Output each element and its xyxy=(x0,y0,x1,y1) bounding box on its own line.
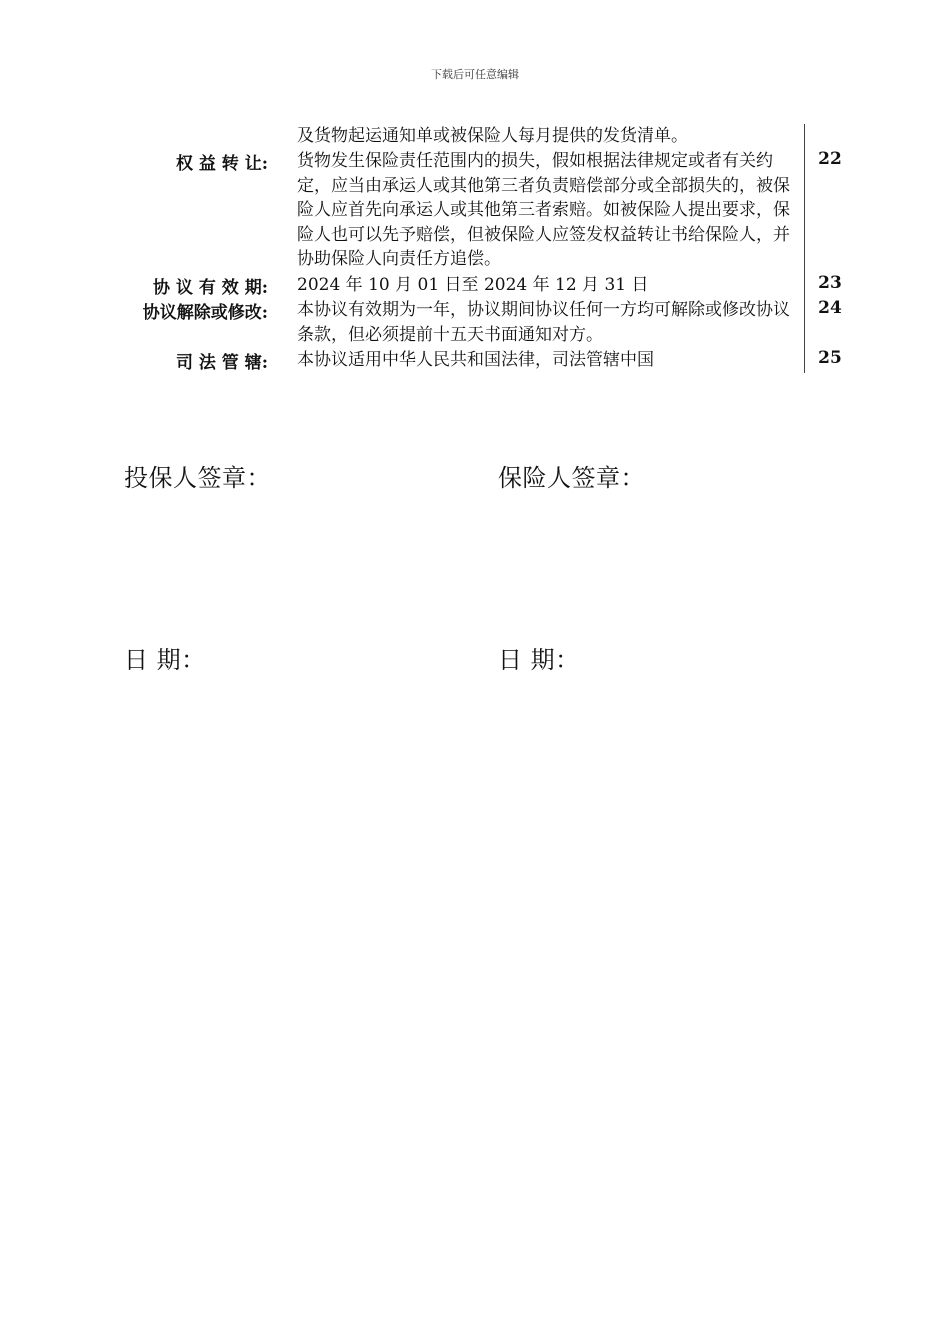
insurer-date-label: 日 期： xyxy=(498,646,580,674)
clause-text: 货物发生保险责任范围内的损失，假如根据法律规定或者有关约定，应当由承运人或其他第三者负责赔偿部分或全部损失的，被保险人应首先向承运人或其他第三者索赔。如被保险人提出要求，保险人也可以先予赔偿，但被保险人应签发权益转让书给保险人，并协助保险人向责任方追偿。 xyxy=(297,151,790,269)
clause-text: 本协议有效期为一年，协议期间协议任何一方均可解除或修改协议条款，但必须提前十五天书面通知对方。 xyxy=(297,300,790,345)
clause-label: 协议解除或修改: xyxy=(142,303,268,323)
column-divider xyxy=(804,124,805,373)
clause-text: 2024 年 10 月 01 日至 2024 年 12 月 31 日 xyxy=(297,275,649,295)
clause-number: 23 xyxy=(818,273,842,293)
clause-number: 25 xyxy=(818,348,842,368)
clause-label: 权 益 转 让: xyxy=(175,154,268,174)
applicant-seal-label: 投保人签章： xyxy=(124,464,271,492)
clause-text: 本协议适用中华人民共和国法律，司法管辖中国 xyxy=(297,350,654,370)
applicant-date-label: 日 期： xyxy=(124,646,206,674)
clause-number: 22 xyxy=(818,149,842,169)
clause-text: 及货物起运通知单或被保险人每月提供的发货清单。 xyxy=(297,126,688,146)
insurer-seal-label: 保险人签章： xyxy=(498,464,645,492)
page-header-note: 下载后可任意编辑 xyxy=(431,68,519,81)
clause-number: 24 xyxy=(818,298,842,318)
clause-label: 协 议 有 效 期: xyxy=(153,278,268,298)
clause-label: 司 法 管 辖: xyxy=(175,353,268,373)
